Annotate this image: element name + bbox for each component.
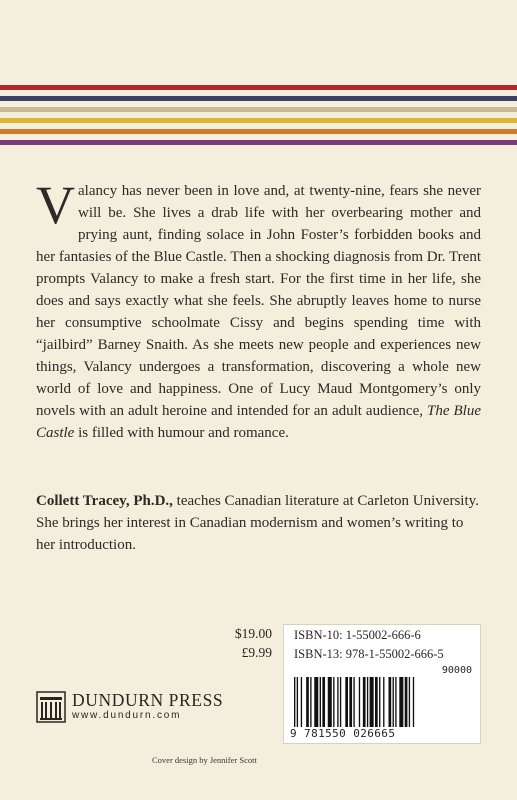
stripe-yellow (0, 118, 517, 123)
price-gbp: £9.99 (241, 645, 272, 660)
barcode-digits: 9 781550 026665 (290, 727, 396, 740)
description-ending: is filled with humour and romance. (78, 425, 289, 441)
dundurn-castle-logo-icon (36, 691, 66, 723)
price-list (232, 624, 272, 662)
publisher-block (36, 690, 236, 726)
book-title-italic: The Blue Castle (36, 403, 481, 441)
stripe-navy (0, 96, 517, 101)
barcode-icon (292, 677, 474, 727)
description-text: alancy has never been in love and, at twenty-nine, fears she never will be. She lives a drab life with her overbearing mother and prying aunt, finding solace in John Foster’s forbidden books and her fantasies of the Blue Castle. Then a shocking diagnosis from Dr. Trent prompts Valancy to make a fresh start. For the first time in her life, she does and says exactly what she feels. She abruptly leaves home to nurse her consumptive schoolmate Cissy and begins spending time with “jailbird” Barney Snaith. As she meets new people and experiences new things, Valancy undergoes a transformation, discovering a whole new world of love and happiness. One of Lucy Maud Montgomery’s only novels with an adult heroine and intended for an adult audience, (36, 183, 481, 419)
bio-text: teaches Canadian literature at Carleton University. She brings her interest in Canadian modernism and women’s writing to her introduction. (36, 493, 479, 553)
publisher-url: www.dundurn.com (72, 710, 182, 721)
stripe-red (0, 85, 517, 90)
cover-design-credit: Cover design by Jennifer Scott (152, 755, 257, 765)
drop-cap: V (36, 175, 75, 235)
stripe-beige (0, 107, 517, 112)
author-bio (36, 490, 481, 556)
barcode-price-code: 90000 (441, 665, 472, 676)
isbn-barcode-box (283, 624, 481, 744)
stripe-purple (0, 140, 517, 145)
price-cad: $19.00 (234, 626, 272, 641)
decorative-stripes (0, 85, 517, 151)
publisher-name: DUNDURN PRESS (72, 690, 224, 710)
isbn-13: ISBN-13: 978-1-55002-666-5 (294, 647, 444, 661)
bio-name: Collett Tracey, Ph.D., (36, 493, 173, 509)
book-description (36, 175, 481, 444)
stripe-orange (0, 129, 517, 134)
isbn-10: ISBN-10: 1-55002-666-6 (294, 628, 421, 642)
